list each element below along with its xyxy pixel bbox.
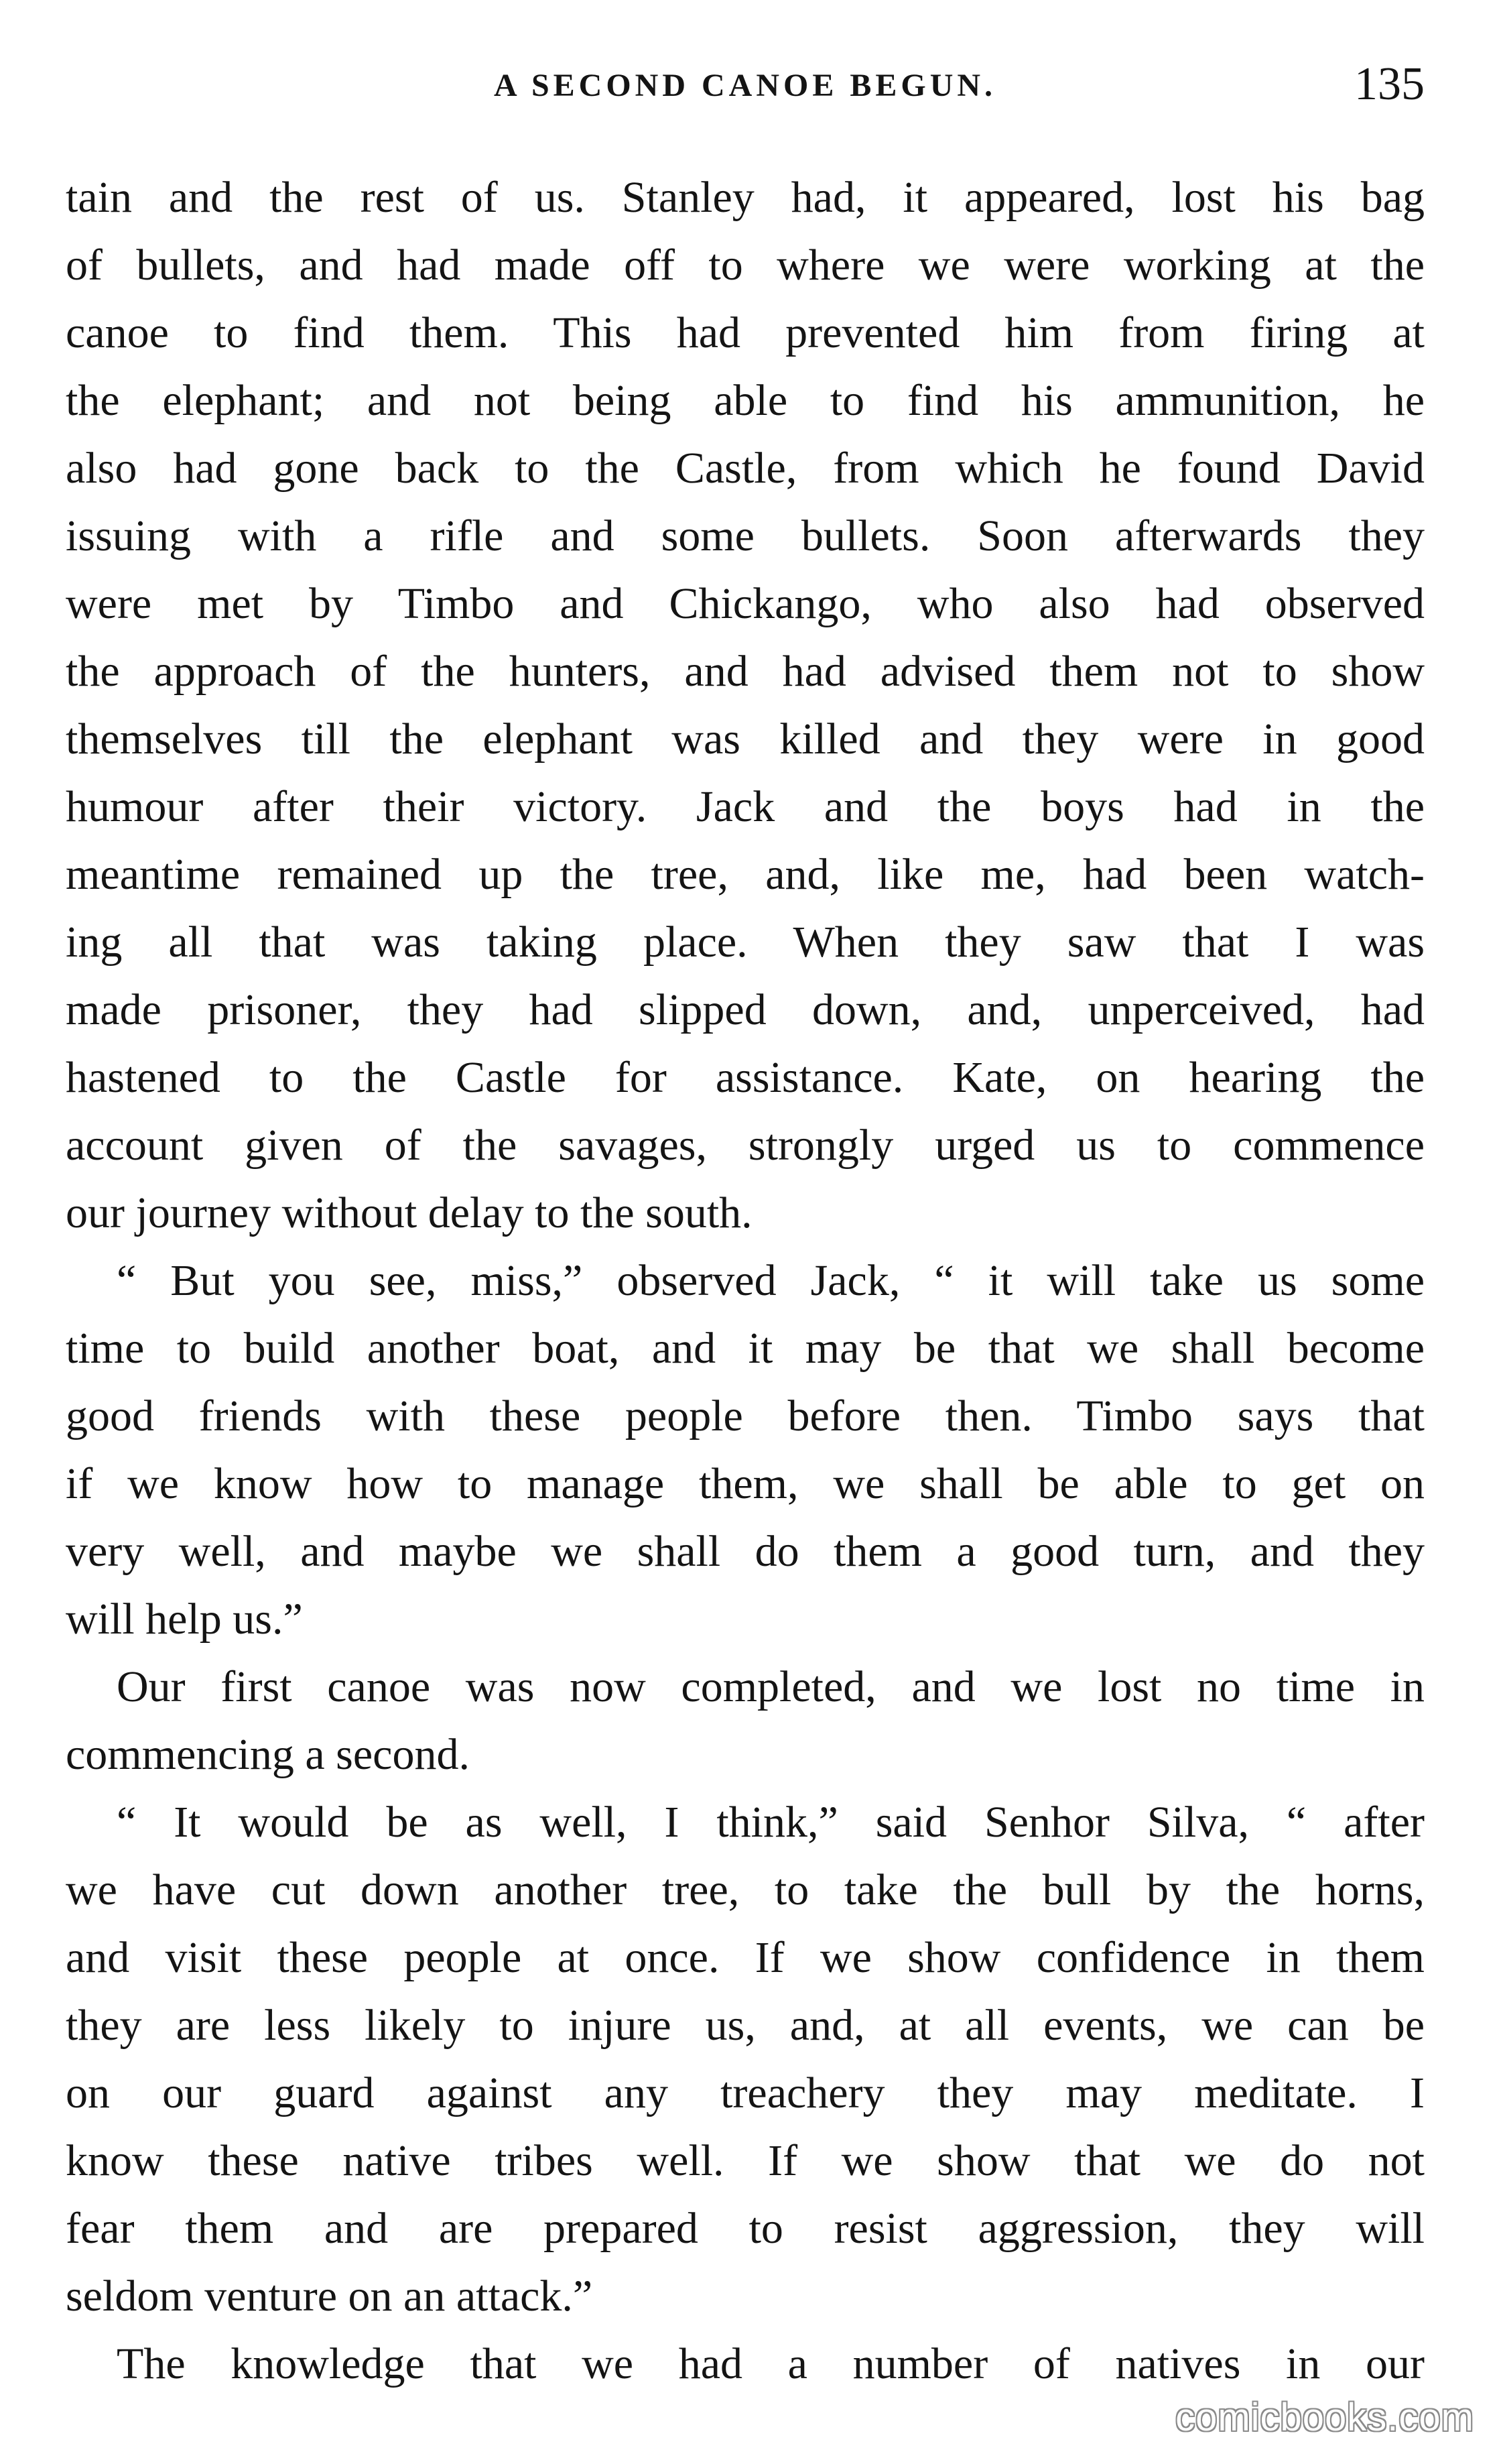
text-line: they are less likely to injure us, and, at all events, we can be — [66, 2001, 1425, 2050]
text-line: time to build another boat, and it may be that we shall become — [66, 1324, 1425, 1373]
text-line: the approach of the hunters, and had advised them not to show — [66, 647, 1425, 696]
text-line: The knowledge that we had a number of natives in our — [117, 2339, 1425, 2388]
text-line: made prisoner, they had slipped down, and, unperceived, had — [66, 985, 1425, 1034]
text-line: tain and the rest of us. Stanley had, it appeared, lost his bag — [66, 173, 1425, 222]
text-line: if we know how to manage them, we shall be able to get on — [66, 1459, 1425, 1508]
running-head — [66, 52, 1425, 126]
text-line: of bullets, and had made off to where we were working at the — [66, 241, 1425, 290]
text-line: meantime remained up the tree, and, like me, had been watch- — [66, 850, 1425, 899]
running-title: A SECOND CANOE BEGUN. — [493, 68, 997, 103]
text-line: commencing a second. — [66, 1730, 470, 1779]
text-line: our journey without delay to the south. — [66, 1188, 753, 1237]
text-line: seldom venture on an attack.” — [66, 2272, 593, 2321]
body-text — [66, 164, 1425, 2398]
text-line: Our first canoe was now completed, and we lost no time in — [117, 1662, 1425, 1711]
page-number: 135 — [1354, 58, 1425, 110]
text-line: we have cut down another tree, to take the bull by the horns, — [66, 1865, 1425, 1914]
text-line: fear them and are prepared to resist aggression, they will — [66, 2204, 1425, 2253]
text-line: hastened to the Castle for assistance. Kate, on hearing the — [66, 1053, 1425, 1102]
text-line: canoe to find them. This had prevented him from firing at — [66, 308, 1425, 357]
text-line: account given of the savages, strongly urged us to commence — [66, 1121, 1425, 1170]
text-line: also had gone back to the Castle, from which he found David — [66, 444, 1425, 493]
text-line: know these native tribes well. If we show that we do not — [66, 2136, 1425, 2185]
text-line: good friends with these people before then. Timbo says that — [66, 1392, 1425, 1440]
text-line: “ But you see, miss,” observed Jack, “ it will take us some — [117, 1256, 1425, 1305]
text-line: very well, and maybe we shall do them a good turn, and they — [66, 1527, 1425, 1576]
text-line: “ It would be as well, I think,” said Senhor Silva, “ after — [117, 1798, 1425, 1847]
text-line: will help us.” — [66, 1595, 303, 1644]
text-line: ing all that was taking place. When they saw that I was — [66, 918, 1425, 967]
watermark: comicbooks.com — [1175, 2396, 1474, 2439]
text-line: were met by Timbo and Chickango, who also had observed — [66, 579, 1425, 628]
text-line: themselves till the elephant was killed and they were in good — [66, 715, 1425, 763]
text-line: humour after their victory. Jack and the boys had in the — [66, 782, 1425, 831]
text-line: issuing with a rifle and some bullets. Soon afterwards they — [66, 511, 1425, 560]
text-line: the elephant; and not being able to find his ammunition, he — [66, 376, 1425, 425]
text-line: on our guard against any treachery they may meditate. I — [66, 2069, 1425, 2117]
text-line: and visit these people at once. If we show confidence in them — [66, 1933, 1425, 1982]
